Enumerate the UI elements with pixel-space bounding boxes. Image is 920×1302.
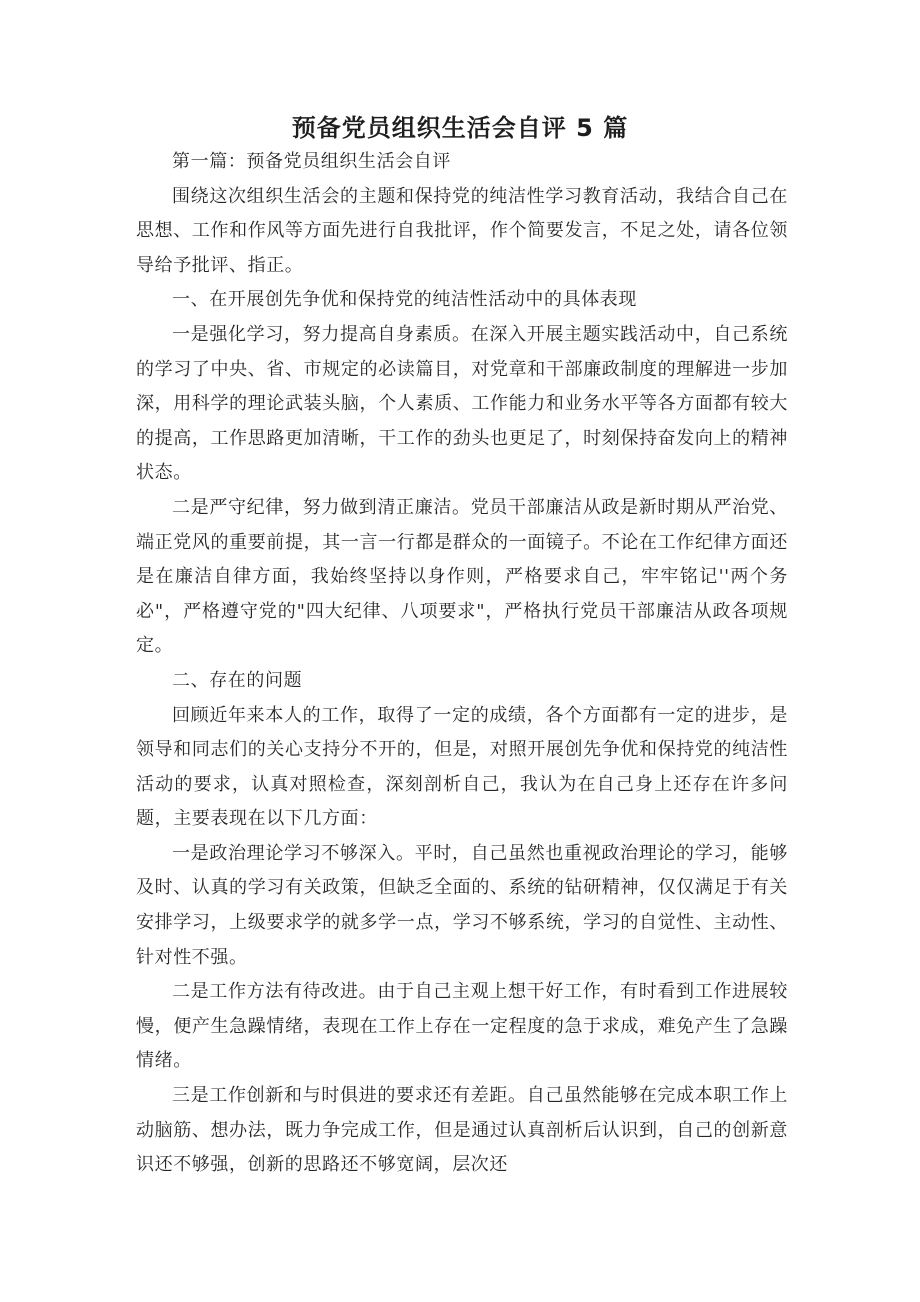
section-heading: 二、存在的问题 xyxy=(172,669,303,691)
paragraph: 围绕这次组织生活会的主题和保持党的纯洁性学习教育活动，我结合自己在思想、工作和作风等方面先进行自我批评，作个简要发言，不足之处，请各位领导给予批评、指正。 xyxy=(136,185,788,276)
section-heading: 一、在开展创先争优和保持党的纯洁性活动中的具体表现 xyxy=(172,289,637,311)
paragraph: 三是工作创新和与时俱进的要求还有差距。自己虽然能够在完成本职工作上动脑筋、想办法，既力争完成工作，但是通过认真剖析后认识到，自己的创新意识还不够强，创新的思路还不够宽阔，层次还 xyxy=(136,1085,788,1176)
paragraph: 二是工作方法有待改进。由于自己主观上想干好工作，有时看到工作进展较慢，便产生急躁情绪，表现在工作上存在一定程度的急于求成，难免产生了急躁情绪。 xyxy=(136,981,788,1072)
paragraph: 一是强化学习，努力提高自身素质。在深入开展主题实践活动中，自己系统的学习了中央、省、市规定的必读篇目，对党章和干部廉政制度的理解进一步加深，用科学的理论武装头脑，个人素质、工作能力和业务水平等各方面都有较大的提高，工作思路更加清晰，干工作的劲头也更足了，时刻保持奋发向上的精神状态。 xyxy=(136,323,788,484)
paragraph: 二是严守纪律，努力做到清正廉洁。党员干部廉洁从政是新时期从严治党、端正党风的重要前提，其一言一行都是群众的一面镜子。不论在工作纪律方面还是在廉洁自律方面，我始终坚持以身作则，严格要求自己，牢牢铭记''两个务必"，严格遵守党的"四大纪律、八项要求"，严格执行党员干部廉洁从政各项规定。 xyxy=(136,496,788,657)
paragraph: 一是政治理论学习不够深入。平时，自己虽然也重视政治理论的学习，能够及时、认真的学习有关政策，但缺乏全面的、系统的钻研精神，仅仅满足于有关安排学习，上级要求学的就多学一点，学习不够系统，学习的自觉性、主动性、针对性不强。 xyxy=(136,842,788,968)
document-body xyxy=(136,145,788,1183)
paragraph: 回顾近年来本人的工作，取得了一定的成绩，各个方面都有一定的进步，是领导和同志们的关心支持分不开的，但是，对照开展创先争优和保持党的纯洁性活动的要求，认真对照检查，深刻剖析自己，我认为在自己身上还存在许多问题，主要表现在以下几方面： xyxy=(136,704,788,830)
section-heading: 第一篇：预备党员组织生活会自评 xyxy=(172,151,451,172)
document-title: 预备党员组织生活会自评 5 篇 xyxy=(291,114,629,142)
